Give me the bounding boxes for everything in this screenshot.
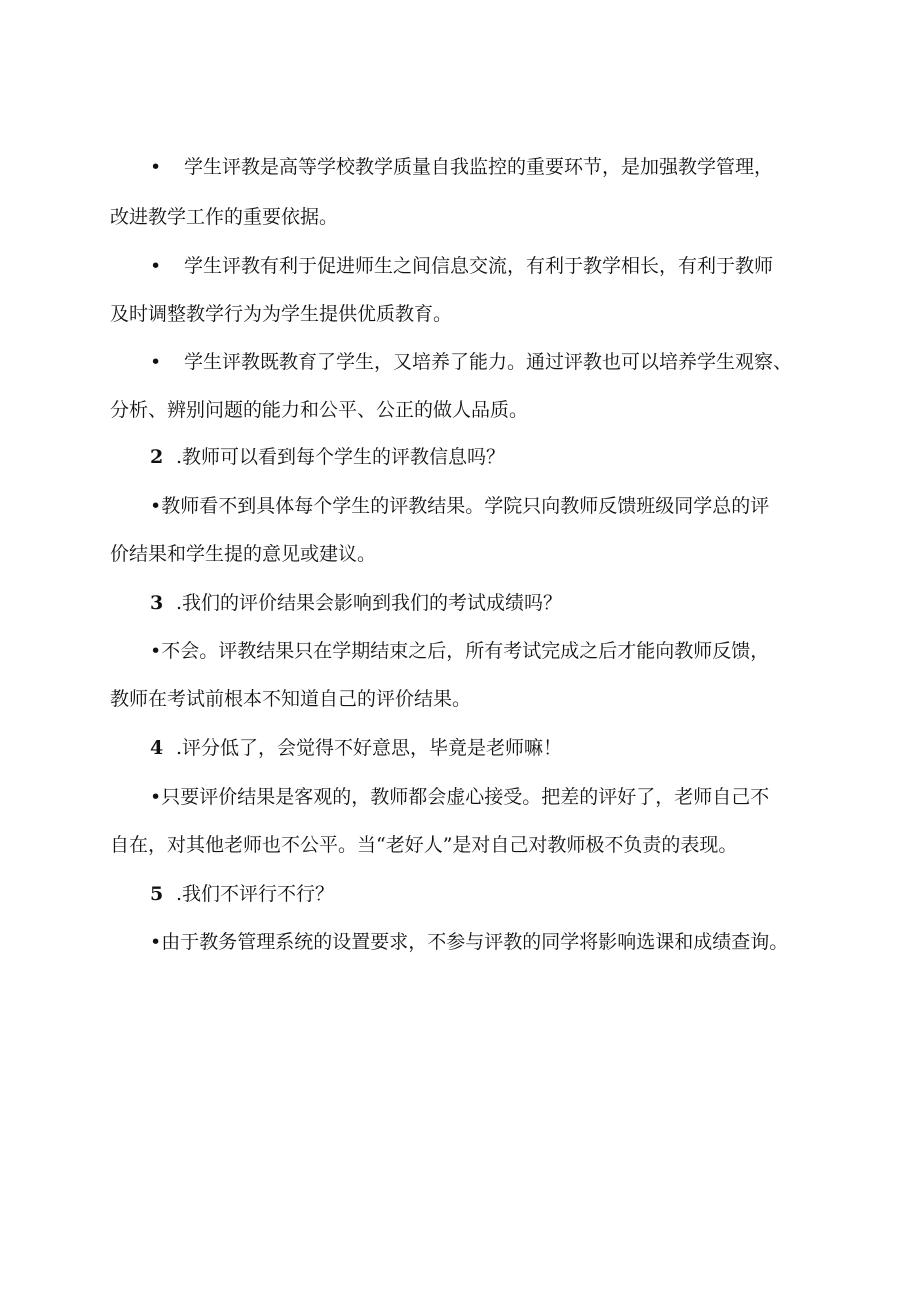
answer-2-line-1: •教师看不到具体每个学生的评教结果。学院只向教师反馈班级同学总的评 [150,495,770,517]
bullet-paragraph-3-line-1 [150,350,792,374]
bullet-paragraph-2-line-2: 及时调整教学行为为学生提供优质教育。 [110,303,453,325]
bullet-icon: • [150,351,162,373]
bullet-paragraph-2-line-1 [150,254,773,278]
bullet-paragraph-1-line-2: 改进教学工作的重要依据。 [110,206,339,228]
question-number: 4 [150,737,164,759]
answer-3-line-1: •不会。评教结果只在学期结束之后，所有考试完成之后才能向教师反馈， [150,640,770,662]
answer-4-line-1: •只要评价结果是客观的，教师都会虚心接受。把差的评好了，老师自己不 [150,786,770,808]
bullet-text: 学生评教有利于促进师生之间信息交流，有利于教学相长，有利于教师 [184,255,774,277]
bullet-paragraph-1-line-1 [150,155,773,179]
question-text: .我们的评价结果会影响到我们的考试成绩吗？ [176,592,563,614]
answer-4-line-2: 自在，对其他老师也不公平。当“老好人”是对自己对教师极不负责的表现。 [110,834,738,856]
bullet-icon: • [150,255,162,277]
question-3-heading [150,591,562,615]
question-5-heading [150,882,334,906]
bullet-paragraph-3-line-2: 分析、辨别问题的能力和公平、公正的做人品质。 [110,399,529,421]
question-text: .我们不评行不行？ [176,883,335,905]
bullet-text: 学生评教既教育了学生，又培养了能力。通过评教也可以培养学生观察、 [184,351,793,373]
question-text: .教师可以看到每个学生的评教信息吗？ [176,446,506,468]
bullet-text: 学生评教是高等学校教学质量自我监控的重要环节，是加强教学管理， [184,156,774,178]
question-4-heading [150,736,562,760]
question-2-heading [150,445,505,469]
question-number: 3 [150,592,164,614]
answer-5-line-1: •由于教务管理系统的设置要求，不参与评教的同学将影响选课和成绩查询。 [150,931,789,953]
question-number: 5 [150,883,164,905]
bullet-icon: • [150,156,162,178]
answer-2-line-2: 价结果和学生提的意见或建议。 [110,543,377,565]
question-text: .评分低了，会觉得不好意思，毕竟是老师嘛！ [176,737,563,759]
answer-3-line-2: 教师在考试前根本不知道自己的评价结果。 [110,688,472,710]
question-number: 2 [150,446,164,468]
